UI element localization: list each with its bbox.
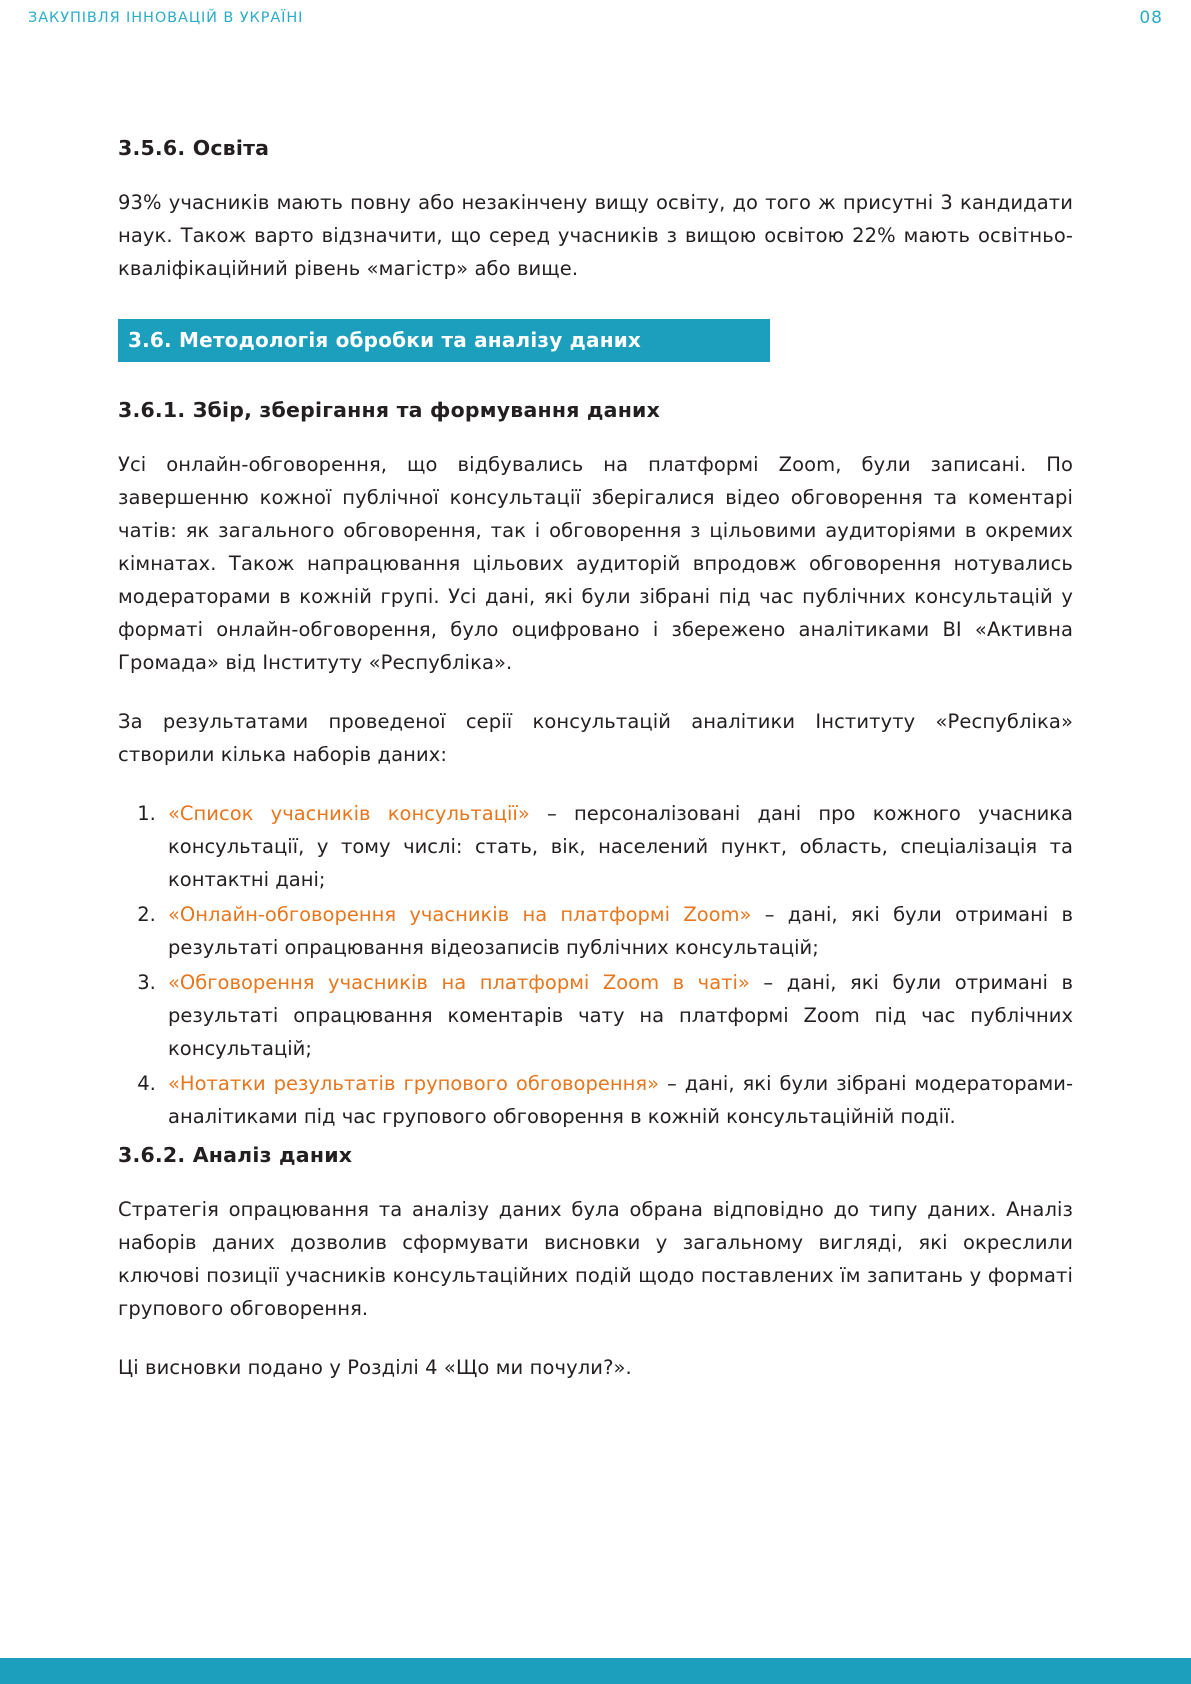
paragraph-data-analysis-2: Ці висновки подано у Розділі 4 «Що ми почули?».	[118, 1356, 632, 1379]
list-item	[162, 797, 1073, 896]
list-item-text: – дані, які були отримані в результаті опрацювання коментарів чату на платформі Zoom під час публічних консультацій;	[168, 971, 1073, 1060]
page-number: 08	[1139, 8, 1163, 28]
page-header	[0, 0, 1191, 36]
list-item-text: – дані, які були зібрані модераторами-аналітиками під час групового обговорення в кожній консультаційній події.	[168, 1072, 1073, 1128]
page-content	[118, 136, 1073, 1410]
paragraph-data-analysis-1: Стратегія опрацювання та аналізу даних була обрана відповідно до типу даних. Аналіз наборів даних дозволив сформувати висновки у загальному вигляді, які окреслили ключові позиції учасників консультаційних подій щодо поставлених їм запитань у форматі групового обговорення.	[118, 1198, 1073, 1320]
section-banner-methodology: 3.6. Методологія обробки та аналізу даних	[118, 319, 770, 362]
list-item-highlight: «Список учасників консультації»	[168, 802, 530, 825]
list-item-highlight: «Онлайн-обговорення учасників на платформі Zoom»	[168, 903, 752, 926]
list-item	[162, 966, 1073, 1065]
paragraph-education: 93% учасників мають повну або незакінчену вищу освіту, до того ж присутні 3 кандидати наук. Також варто відзначити, що серед учасників з вищою освітою 22% мають освітньо-кваліфікаційний рівень «магістр» або вище.	[118, 191, 1073, 280]
list-item	[162, 898, 1073, 964]
dataset-list	[118, 797, 1073, 1133]
list-item-highlight: «Нотатки результатів групового обговорення»	[168, 1072, 659, 1095]
paragraph-data-collection-1: Усі онлайн-обговорення, що відбувались на платформі Zoom, були записані. По завершенню кожної публічної консультації зберігалися відео обговорення та коментарі чатів: як загального обговорення, так і обговорення з цільовими аудиторіями в окремих кімнатах. Також напрацювання цільових аудиторій впродовж обговорення нотувались модераторами в кожній групі. Усі дані, які були зібрані під час публічних консультацій у форматі онлайн-обговорення, було оцифровано і збережено аналітиками BI «Активна Громада» від Інституту «Республіка».	[118, 453, 1073, 674]
list-item-text: – персоналізовані дані про кожного учасника консультації, у тому числі: стать, вік, населений пункт, область, спеціалізація та контактні дані;	[168, 802, 1073, 891]
heading-data-analysis: 3.6.2. Аналіз даних	[118, 1143, 353, 1167]
list-item-highlight: «Обговорення учасників на платформі Zoom в чаті»	[168, 971, 750, 994]
header-title: ЗАКУПІВЛЯ ІННОВАЦІЙ В УКРАЇНІ	[28, 10, 304, 26]
list-item	[162, 1067, 1073, 1133]
footer-bar	[0, 1658, 1191, 1684]
paragraph-data-collection-2: За результатами проведеної серії консультацій аналітики Інституту «Республіка» створили кілька наборів даних:	[118, 710, 1073, 766]
heading-education: 3.5.6. Освіта	[118, 136, 270, 160]
heading-data-collection: 3.6.1. Збір, зберігання та формування даних	[118, 398, 661, 422]
list-item-text: – дані, які були отримані в результаті опрацювання відеозаписів публічних консультацій;	[168, 903, 1074, 959]
